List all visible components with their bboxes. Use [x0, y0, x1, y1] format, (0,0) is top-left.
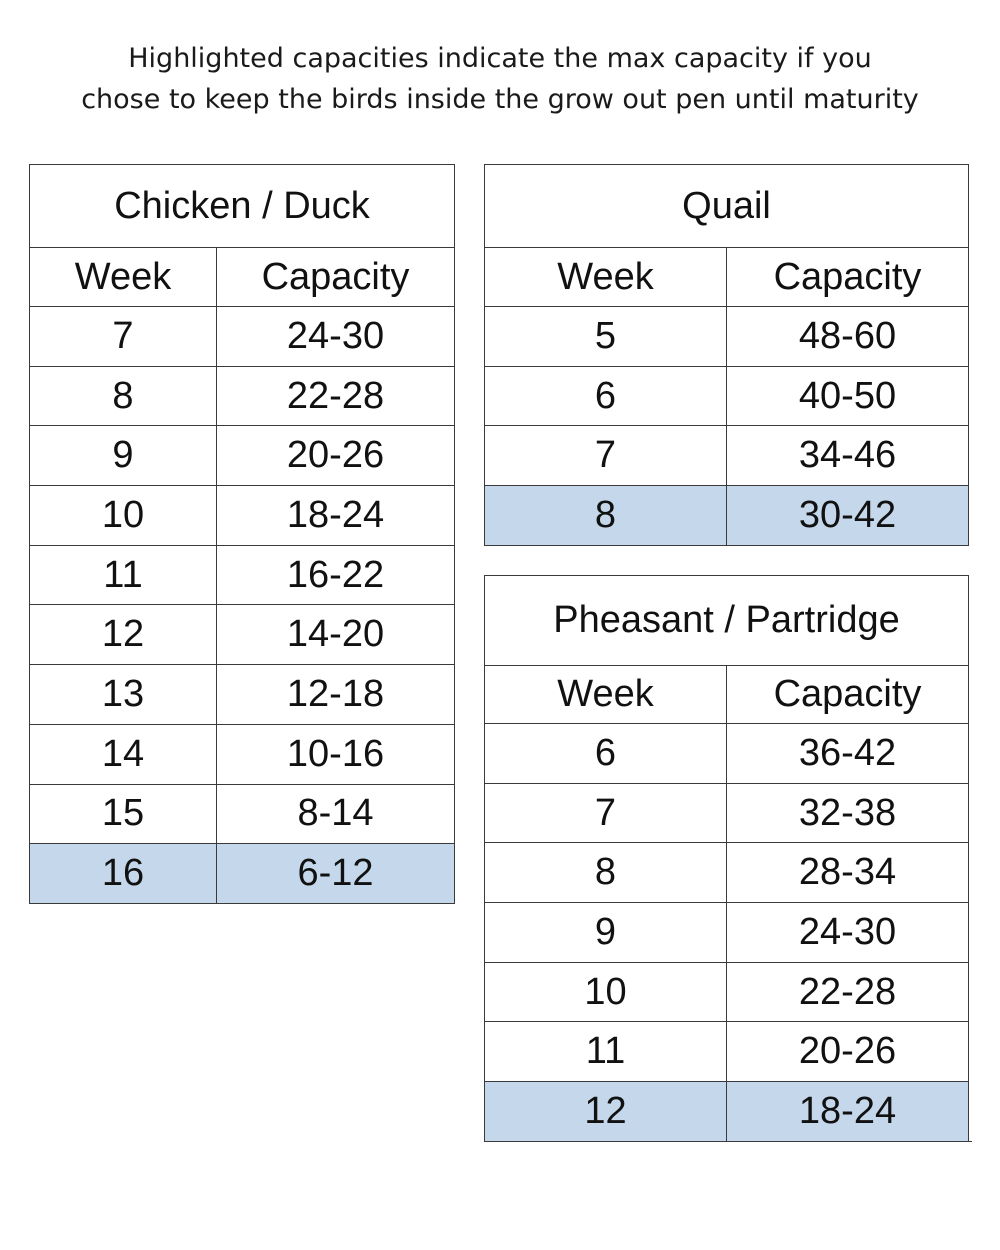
week-cell: 10 — [30, 486, 217, 546]
note-line-1: Highlighted capacities indicate the max capacity if you — [128, 43, 872, 74]
table-row — [30, 486, 455, 546]
table-row — [30, 605, 455, 665]
week-cell: 12 — [30, 605, 217, 665]
week-cell: 7 — [485, 426, 727, 486]
capacity-cell: 18-24 — [217, 486, 455, 546]
week-cell: 8 — [30, 366, 217, 426]
table-row — [485, 366, 969, 426]
capacity-cell: 16-22 — [217, 545, 455, 605]
table-row — [485, 783, 969, 843]
capacity-cell: 20-26 — [727, 1022, 969, 1082]
week-cell: 7 — [485, 783, 727, 843]
quail-table-title: Quail — [485, 165, 969, 248]
capacity-cell: 22-28 — [727, 962, 969, 1022]
week-cell: 13 — [30, 665, 217, 725]
pheasant-partridge-table — [484, 575, 969, 1142]
week-cell: 9 — [485, 903, 727, 963]
table-row — [30, 665, 455, 725]
capacity-cell: 18-24 — [727, 1082, 969, 1142]
capacity-cell: 28-34 — [727, 843, 969, 903]
chicken-table-title: Chicken / Duck — [30, 165, 455, 248]
week-cell: 7 — [30, 307, 217, 367]
capacity-cell: 24-30 — [217, 307, 455, 367]
capacity-cell: 12-18 — [217, 665, 455, 725]
table-row — [30, 784, 455, 844]
capacity-cell: 22-28 — [217, 366, 455, 426]
note-line-2: chose to keep the birds inside the grow out pen until maturity — [81, 84, 919, 115]
capacity-cell: 10-16 — [217, 724, 455, 784]
week-cell: 11 — [485, 1022, 727, 1082]
week-cell: 9 — [30, 426, 217, 486]
header-row — [30, 248, 455, 307]
table-row — [485, 1082, 969, 1142]
week-cell: 15 — [30, 784, 217, 844]
table-row — [485, 843, 969, 903]
week-cell: 16 — [30, 844, 217, 904]
capacity-cell: 32-38 — [727, 783, 969, 843]
table-row — [30, 366, 455, 426]
week-cell: 11 — [30, 545, 217, 605]
week-cell: 10 — [485, 962, 727, 1022]
week-cell: 8 — [485, 486, 727, 546]
week-header: Week — [485, 248, 727, 307]
quail-table — [484, 164, 969, 546]
capacity-cell: 20-26 — [217, 426, 455, 486]
week-cell: 6 — [485, 724, 727, 784]
week-cell: 12 — [485, 1082, 727, 1142]
table-row — [485, 903, 969, 963]
capacity-header: Capacity — [727, 666, 969, 724]
table-row — [485, 426, 969, 486]
week-cell: 5 — [485, 307, 727, 367]
table-row — [485, 962, 969, 1022]
table-row — [485, 1022, 969, 1082]
week-cell: 14 — [30, 724, 217, 784]
table-row — [30, 844, 455, 904]
table-row — [30, 307, 455, 367]
chicken-duck-table — [29, 164, 455, 904]
table-row — [485, 307, 969, 367]
pheasant-table-title: Pheasant / Partridge — [485, 576, 969, 666]
week-cell: 6 — [485, 366, 727, 426]
table-row — [485, 724, 969, 784]
table-row — [485, 486, 969, 546]
capacity-cell: 48-60 — [727, 307, 969, 367]
table-row — [30, 724, 455, 784]
capacity-cell: 34-46 — [727, 426, 969, 486]
bottom-rule — [484, 1141, 972, 1142]
capacity-cell: 30-42 — [727, 486, 969, 546]
table-row — [30, 426, 455, 486]
week-header: Week — [485, 666, 727, 724]
capacity-header: Capacity — [727, 248, 969, 307]
capacity-cell: 8-14 — [217, 784, 455, 844]
capacity-cell: 40-50 — [727, 366, 969, 426]
table-row — [30, 545, 455, 605]
week-cell: 8 — [485, 843, 727, 903]
capacity-header: Capacity — [217, 248, 455, 307]
week-header: Week — [30, 248, 217, 307]
capacity-cell: 36-42 — [727, 724, 969, 784]
header-row — [485, 248, 969, 307]
capacity-cell: 24-30 — [727, 903, 969, 963]
capacity-cell: 14-20 — [217, 605, 455, 665]
capacity-cell: 6-12 — [217, 844, 455, 904]
highlight-note — [0, 38, 1000, 120]
header-row — [485, 666, 969, 724]
